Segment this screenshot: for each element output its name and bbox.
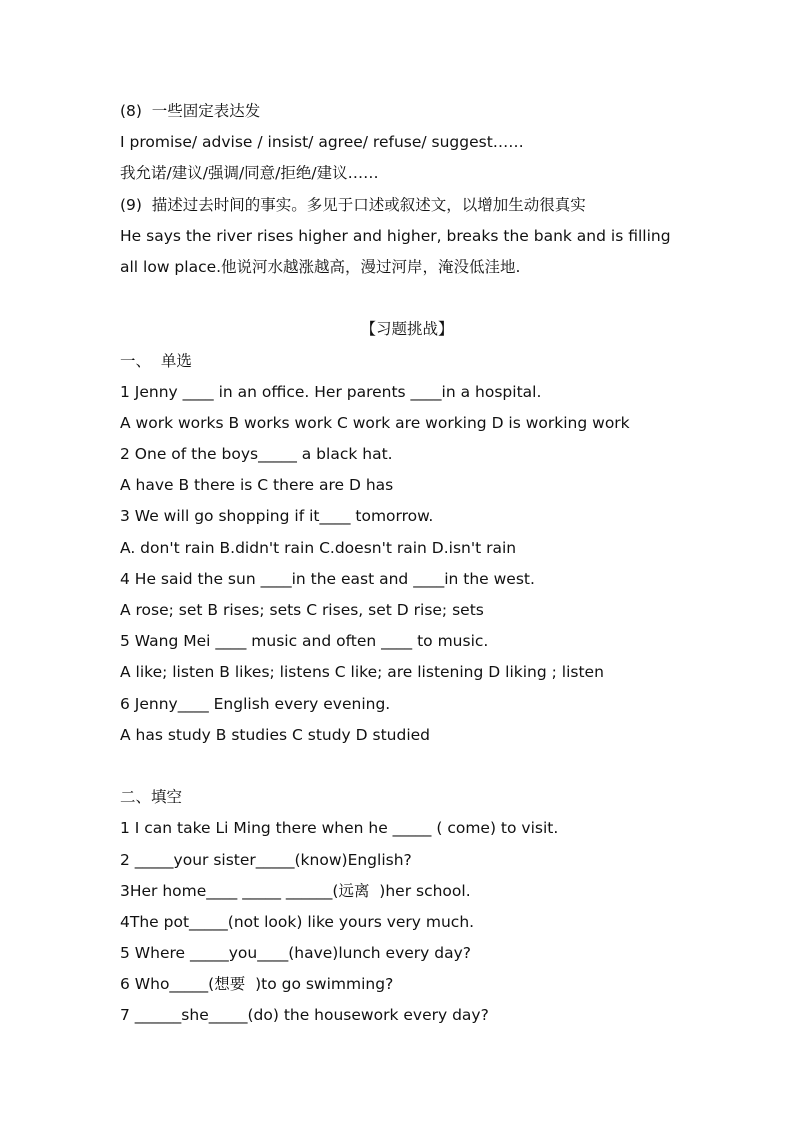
question-line: 4 He said the sun ____in the east and ____in the west. <box>120 569 535 588</box>
part2-questions <box>120 813 700 1031</box>
document-body <box>120 96 700 1032</box>
question-line: 2 One of the boys_____ a black hat. <box>120 445 393 464</box>
options-line: A rose; set B rises; sets C rises, set D rise; sets <box>120 601 484 619</box>
example-sentence-line-1: He says the river rises higher and higher, breaks the bank and is filling <box>120 226 671 245</box>
question-line: 6 Jenny____ English every evening. <box>120 694 391 713</box>
part1-heading: 一、 单选 <box>120 351 192 370</box>
options-line: A work works B works work C work are working D is working work <box>120 413 630 432</box>
fixed-expression-translation: 我允诺/建议/强调/同意/拒绝/建议…… <box>120 164 379 183</box>
question-line: 3 We will go shopping if it____ tomorrow. <box>120 507 434 526</box>
example-sentence-line-2: all low place.他说河水越涨越高，漫过河岸，淹没低洼地. <box>120 257 521 276</box>
options-line: A like; listen B likes; listens C like; are listening D liking ; listen <box>120 663 604 682</box>
fill-blank-line: 2 _____your sister_____(know)English? <box>120 850 412 869</box>
spacer <box>120 751 700 782</box>
question-line: 5 Wang Mei ____ music and often ____ to music. <box>120 632 489 651</box>
fill-blank-line: 5 Where _____you____(have)lunch every day? <box>120 944 472 963</box>
fill-blank-line: 1 I can take Li Ming there when he _____ ( come) to visit. <box>120 819 559 838</box>
part1-questions <box>120 377 700 751</box>
question-line: 1 Jenny ____ in an office. Her parents ____in a hospital. <box>120 382 542 401</box>
fill-blank-line: 6 Who_____(想要 )to go swimming? <box>120 975 394 994</box>
item-8-heading: (8) 一些固定表达发 <box>120 102 261 120</box>
options-line: A. don't rain B.didn't rain C.doesn't rain D.isn't rain <box>120 538 517 557</box>
part2-heading: 二、填空 <box>120 788 183 807</box>
spacer <box>120 283 700 314</box>
fixed-expression-verbs: I promise/ advise / insist/ agree/ refuse/ suggest…… <box>120 133 524 152</box>
section-title: 【习题挑战】 <box>360 320 454 339</box>
options-line: A has study B studies C study D studied <box>120 725 431 744</box>
options-line: A have B there is C there are D has <box>120 476 394 495</box>
item-9-heading: (9) 描述过去时间的事实。多见于口述或叙述文，以增加生动很真实 <box>120 195 586 214</box>
fill-blank-line: 4The pot_____(not look) like yours very much. <box>120 912 475 931</box>
fill-blank-line: 3Her home____ _____ ______(远离 )her school. <box>120 881 471 900</box>
fill-blank-line: 7 ______she_____(do) the housework every day? <box>120 1006 489 1025</box>
